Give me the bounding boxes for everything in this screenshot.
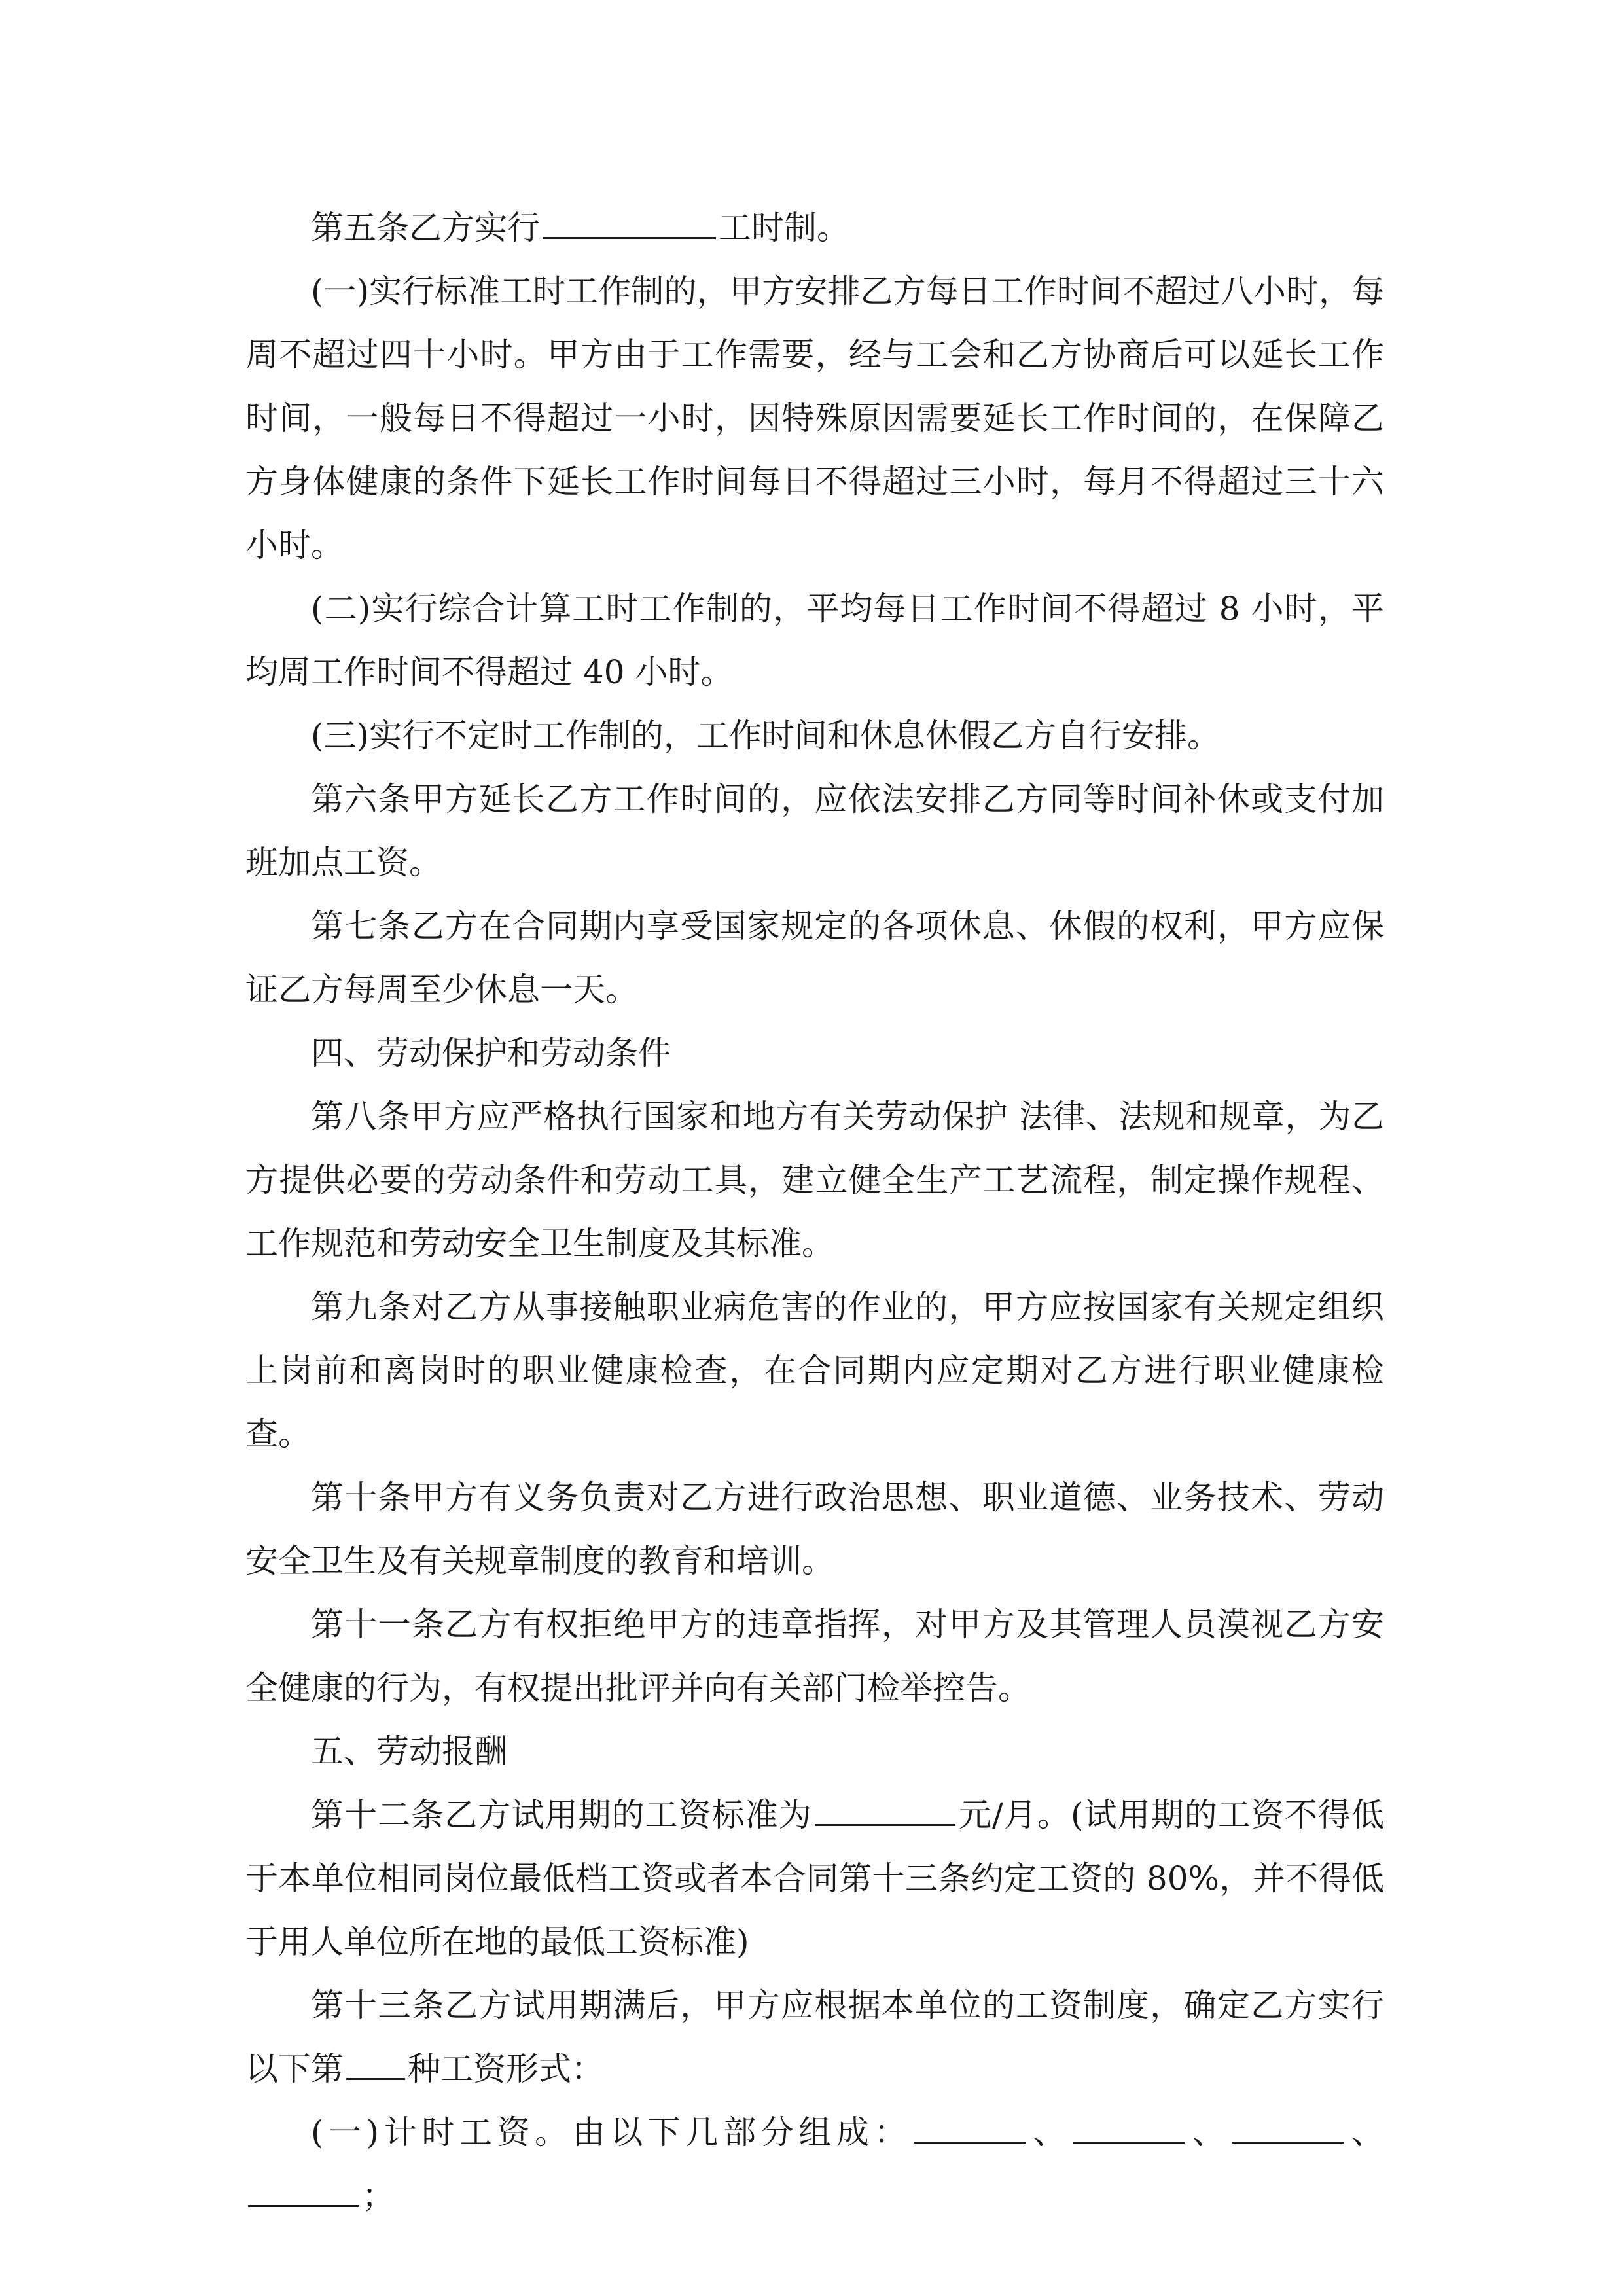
article-5-suffix: 工时制。 xyxy=(719,209,849,247)
probation-wage-blank[interactable] xyxy=(815,1786,955,1826)
article-6: 第六条甲方延长乙方工作时间的，应依法安排乙方同等时间补休或支付加班加点工资。 xyxy=(245,780,1384,882)
article-5-item-1: (一)实行标准工时工作制的，甲方安排乙方每日工作时间不超过八小时，每周不超过四十小时。甲方由于工作需要，经与工会和乙方协商后可以延长工作时间，一般每日不得超过一小时，因特殊原因需要延长工作时间的，在保障乙方身体健康的条件下延长工作时间每日不得超过三小时，每月不得超过三十六小时。 xyxy=(245,272,1384,564)
line-end: ； xyxy=(362,2177,395,2215)
wage-form-number-blank[interactable] xyxy=(346,2040,405,2080)
wage-component-blank-1[interactable] xyxy=(914,2104,1026,2144)
section-4-heading: 四、劳动保护和劳动条件 xyxy=(311,1034,671,1072)
separator: 、 xyxy=(1187,2113,1230,2151)
article-13-item-1 xyxy=(245,2101,1384,2228)
article-12-text: 第十二条乙方试用期的工资标准为 xyxy=(311,1796,812,1834)
article-13-text: 第十三条乙方试用期满后，甲方应根据本单位的工资制度，确定乙方实行以下第 xyxy=(245,1986,1384,2088)
article-13 xyxy=(245,1974,1384,2101)
article-11: 第十一条乙方有权拒绝甲方的违章指挥，对甲方及其管理人员漠视乙方安全健康的行为，有权提出批评并向有关部门检举控告。 xyxy=(245,1605,1384,1707)
contract-body xyxy=(245,196,1384,2228)
item-1-text: (一)计时工资。由以下几部分组成： xyxy=(311,2113,912,2151)
wage-component-blank-3[interactable] xyxy=(1232,2104,1344,2144)
article-5 xyxy=(245,196,1384,260)
separator: 、 xyxy=(1346,2113,1385,2151)
article-12 xyxy=(245,1784,1384,1974)
separator: 、 xyxy=(1028,2113,1071,2151)
article-12-suffix: 元/月。(试用期的工资不得低于本单位相同岗位最低档工资或者本合同第十三条约定工资的 80%，并不得低于用人单位所在地的最低工资标准) xyxy=(245,1796,1385,1961)
section-5-heading: 五、劳动报酬 xyxy=(311,1732,507,1770)
article-10: 第十条甲方有义务负责对乙方进行政治思想、职业道德、业务技术、劳动安全卫生及有关规章制度的教育和培训。 xyxy=(245,1479,1384,1580)
wage-component-blank-2[interactable] xyxy=(1073,2104,1185,2144)
article-5-item-2: (二)实行综合计算工时工作制的，平均每日工作时间不得超过 8 小时，平均周工作时间不得超过 40 小时。 xyxy=(245,590,1384,691)
article-9: 第九条对乙方从事接触职业病危害的作业的，甲方应按国家有关规定组织上岗前和离岗时的职业健康检查，在合同期内应定期对乙方进行职业健康检查。 xyxy=(245,1288,1384,1453)
article-8: 第八条甲方应严格执行国家和地方有关劳动保护 法律、法规和规章，为乙方提供必要的劳动条件和劳动工具，建立健全生产工艺流程，制定操作规程、工作规范和劳动安全卫生制度及其标准。 xyxy=(245,1098,1384,1263)
work-hours-type-blank[interactable] xyxy=(543,199,716,239)
article-5-text: 第五条乙方实行 xyxy=(311,209,540,247)
article-13-suffix: 种工资形式： xyxy=(408,2050,604,2088)
article-7: 第七条乙方在合同期内享受国家规定的各项休息、休假的权利，甲方应保证乙方每周至少休息一天。 xyxy=(245,907,1384,1009)
article-5-item-3: (三)实行不定时工作制的，工作时间和休息休假乙方自行安排。 xyxy=(311,717,1221,755)
wage-component-blank-4[interactable] xyxy=(248,2167,359,2207)
